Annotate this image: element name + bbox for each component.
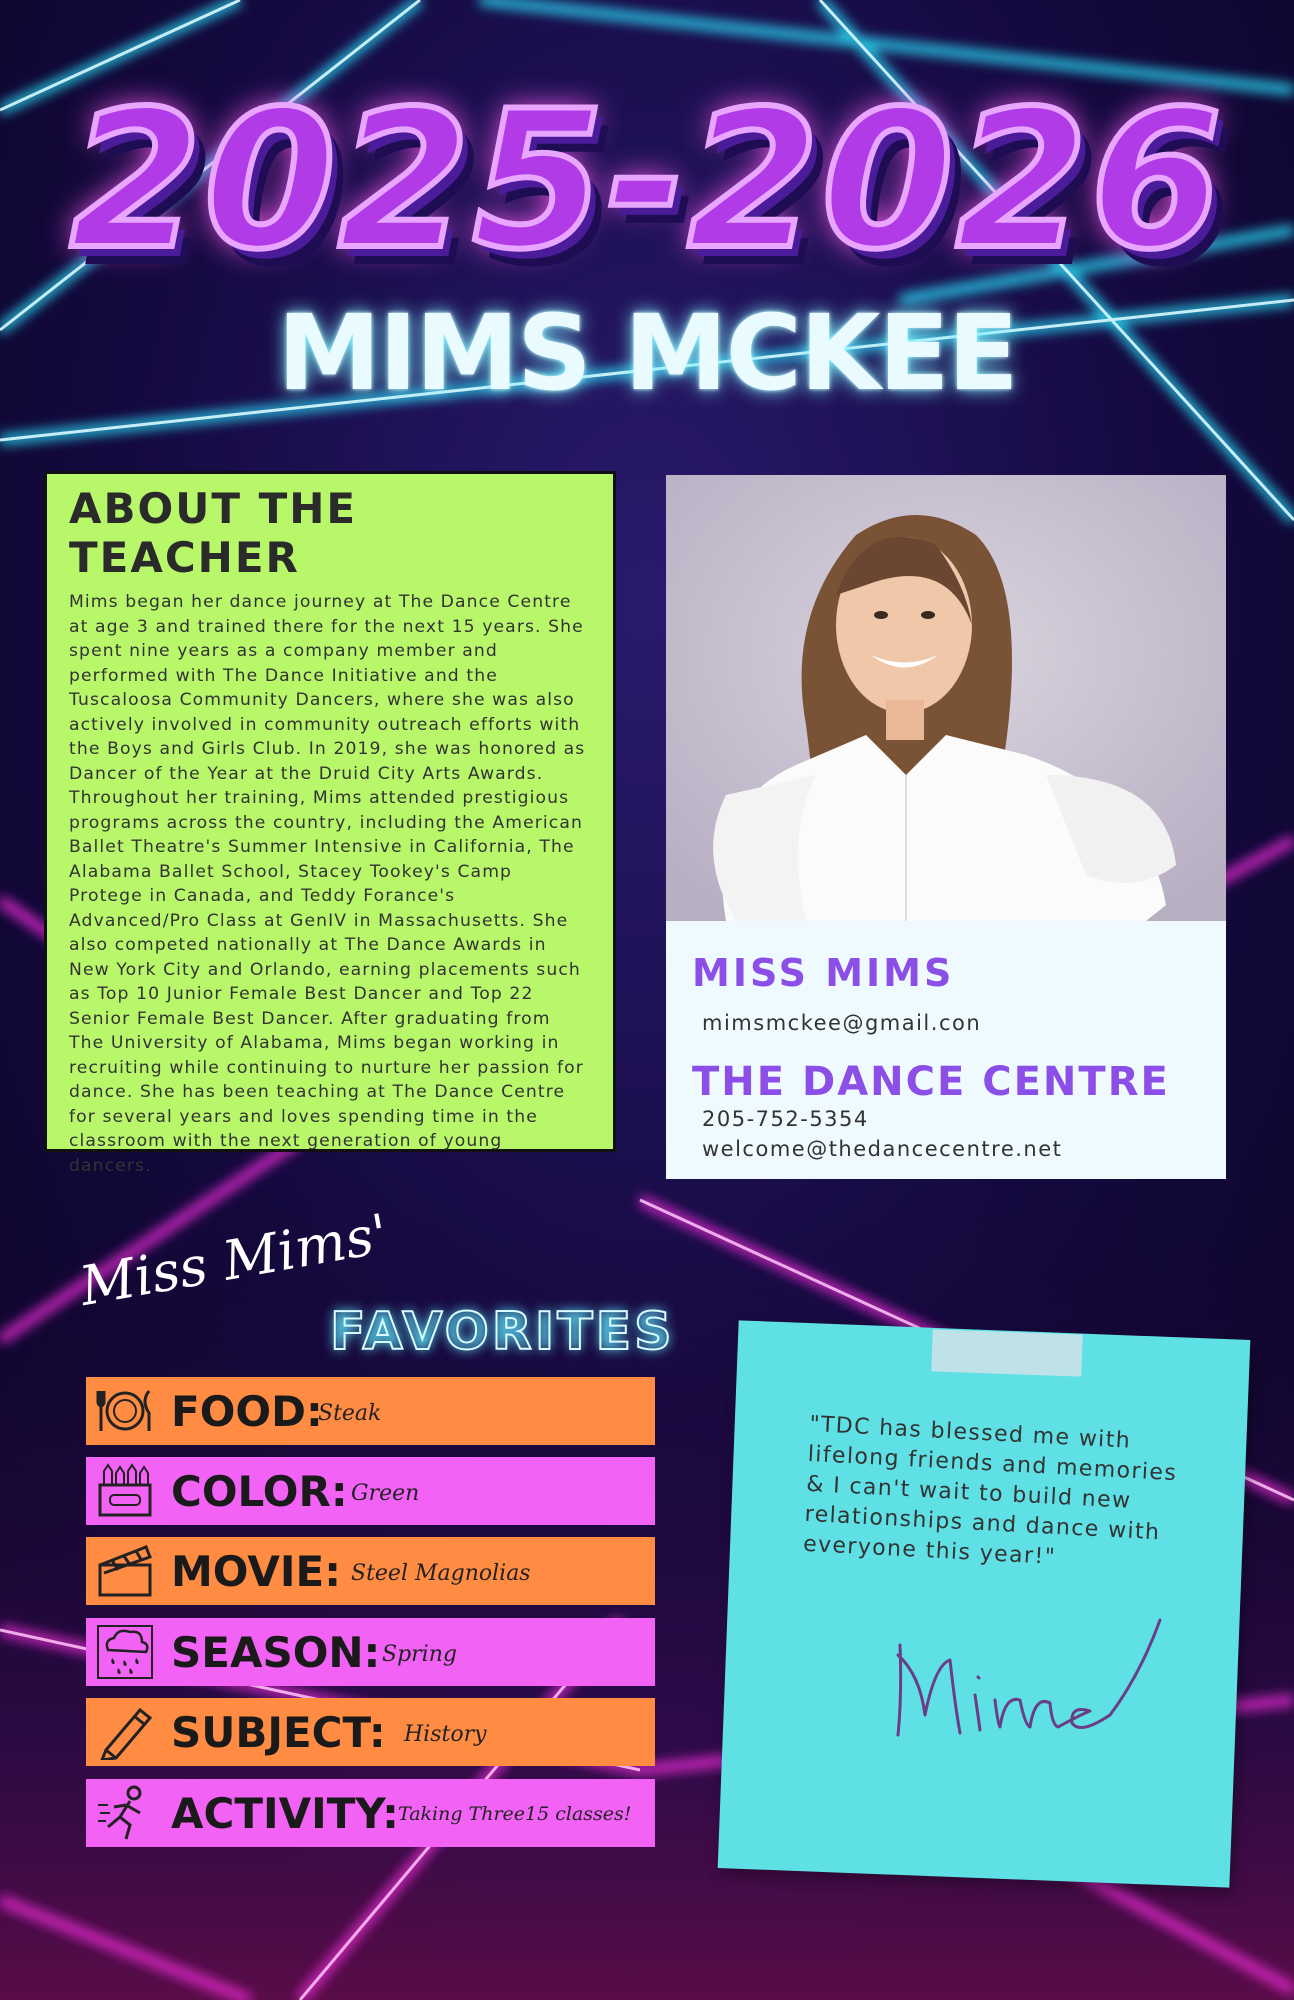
studio-name: THE DANCE CENTRE: [692, 1059, 1170, 1105]
favorite-row-movie: [86, 1537, 655, 1605]
teacher-display-name: MISS MIMS: [692, 951, 955, 995]
favorite-row-activity: [86, 1779, 655, 1847]
favorite-label: SEASON:: [171, 1628, 381, 1677]
favorite-value: Taking Three15 classes!: [398, 1803, 632, 1825]
favorite-label: MOVIE:: [171, 1547, 341, 1596]
teacher-photo: [666, 475, 1226, 921]
crayon-box-icon: [96, 1463, 154, 1519]
plate-cutlery-icon: [96, 1383, 154, 1439]
rain-cloud-icon: [96, 1624, 154, 1680]
favorite-row-color: [86, 1457, 655, 1525]
favorite-row-season: [86, 1618, 655, 1686]
clapperboard-icon: [96, 1543, 154, 1599]
pencil-icon: [96, 1704, 154, 1760]
favorite-value: Steel Magnolias: [351, 1561, 531, 1586]
favorite-label: ACTIVITY:: [171, 1789, 399, 1838]
favorite-label: SUBJECT:: [171, 1708, 386, 1757]
favorites-heading: FAVORITES: [330, 1302, 675, 1362]
favorite-row-subject: [86, 1698, 655, 1766]
favorite-value: History: [404, 1722, 487, 1747]
about-teacher-panel: [44, 471, 616, 1176]
teacher-quote: "TDC has blessed me with lifelong friends and memories & I can't wait to build new relationships and dance with everyone this year!": [802, 1411, 1178, 1570]
favorite-value: Spring: [382, 1642, 457, 1667]
favorite-row-food: [86, 1377, 655, 1445]
teacher-name-title: MIMS MCKEE: [277, 292, 1017, 414]
favorite-value: Steak: [318, 1401, 382, 1426]
studio-phone[interactable]: 205-752-5354: [702, 1107, 869, 1131]
favorite-value: Green: [351, 1481, 420, 1506]
teacher-email[interactable]: mimsmckee@gmail.con: [702, 1011, 982, 1035]
sticky-note: [718, 1320, 1251, 1887]
about-title: ABOUT THE TEACHER: [69, 484, 358, 582]
studio-email[interactable]: welcome@thedancecentre.net: [702, 1137, 1063, 1161]
teacher-contact-card: [666, 475, 1226, 1179]
about-body: Mims began her dance journey at The Dance Centre at age 3 and trained there for the next 15 years. She spent nine years as a company member and performed with The Dance Initiative and the Tuscaloosa Community Dancers, where she was also actively involved in community outreach efforts with the Boys and Girls Club. In 2019, she was honored as Dancer of the Year at the Druid City Arts Awards. Throughout her training, Mims attended prestigious programs across the country, including the American Ballet Theatre's Summer Intensive in California, The Alabama Ballet School, Stacey Tookey's Camp Protege in Canada, and Teddy Forance's Advanced/Pro Class at GenIV in Massachusetts. She also competed nationally at The Dance Awards in New York City and Orlando, earning placements such as Top 10 Junior Female Best Dancer and Top 22 Senior Female Best Dancer. After graduating from The University of Alabama, Mims began working in recruiting while continuing to nurture her passion for dance. She has been teaching at The Dance Centre for several years and loves spending time in the classroom with the next generation of young dancers.: [69, 592, 586, 1176]
favorite-label: FOOD:: [171, 1387, 323, 1436]
running-person-icon: [96, 1785, 154, 1841]
favorites-script-heading: Miss Mims': [75, 1201, 393, 1318]
favorite-label: COLOR:: [171, 1467, 348, 1516]
tape-strip: [931, 1329, 1082, 1376]
season-year-title: 2025-2026: [69, 70, 1225, 291]
signature: [880, 1615, 1180, 1755]
